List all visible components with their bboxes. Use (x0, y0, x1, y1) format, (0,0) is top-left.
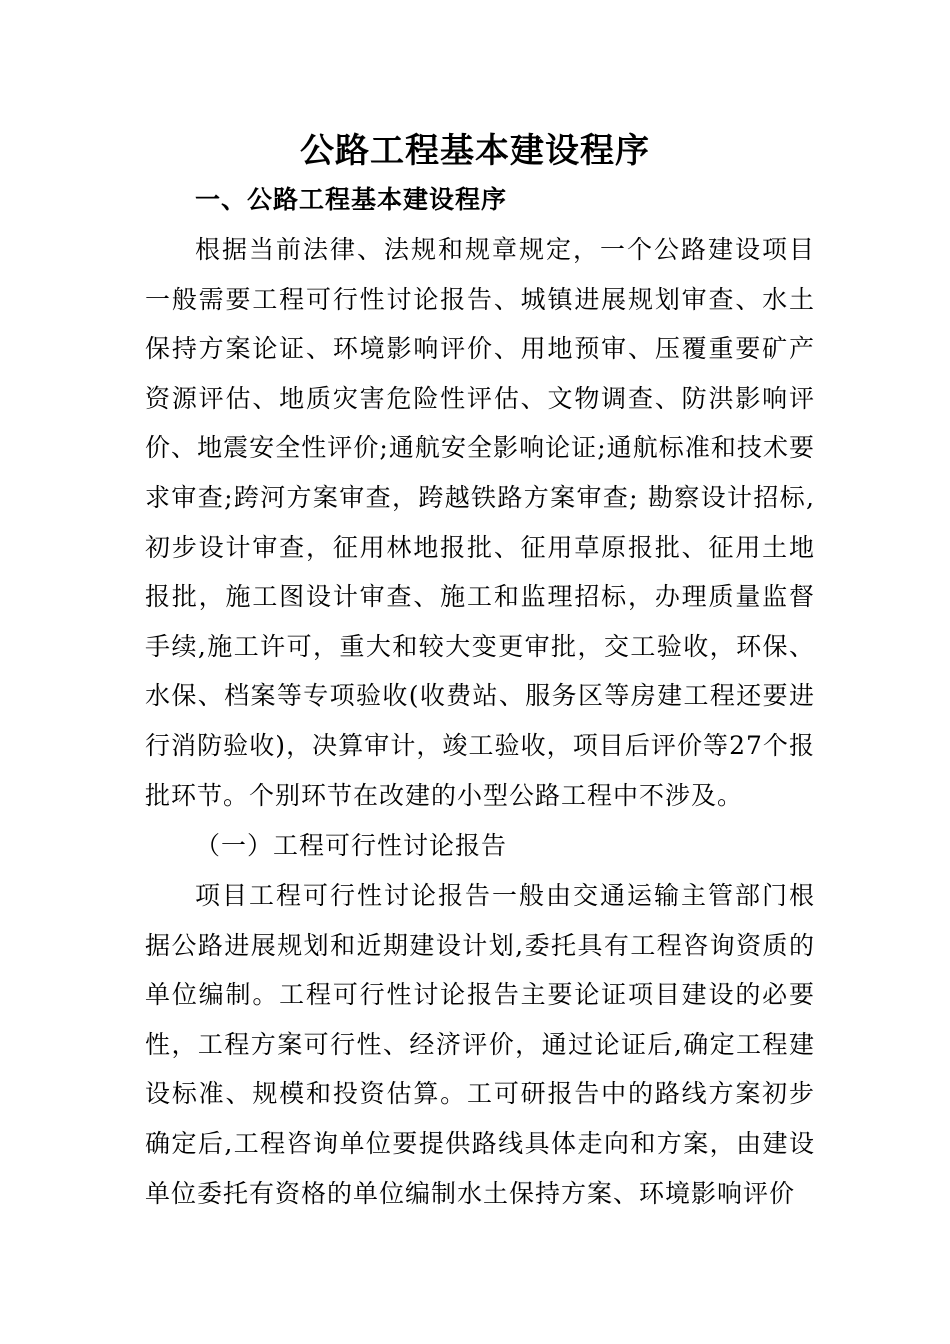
subheading-feasibility-report: （一）工程可行性讨论报告 (195, 831, 508, 860)
section-heading: 一、公路工程基本建设程序 (195, 185, 508, 214)
paragraph-approval-steps: 根据当前法律、法规和规章规定，一个公路建设项目一般需要工程可行性讨论报告、城镇进展规划审查、水土保持方案论证、环境影响评价、用地预审、压覆重要矿产资源评估、地质灾害危险性评估、文物调查、防洪影响评价、地震安全性评价;通航安全影响论证;通航标准和技术要求审查;跨河方案审查，跨越铁路方案审查; 勘察设计招标,初步设计审查，征用林地报批、征用草原报批、征用土地报批，施工图设计审查、施工和监理招标，办理质量监督手续,施工许可，重大和较大变更审批，交工验收，环保、水保、档案等专项验收(收费站、服务区等房建工程还要进行消防验收)，决算审计，竣工验收，项目后评价等27个报批环节。个别环节在改建的小型公路工程中不涉及。 (145, 235, 815, 810)
paragraph-feasibility-report: 项目工程可行性讨论报告一般由交通运输主管部门根据公路进展规划和近期建设计划,委托具有工程咨询资质的单位编制。工程可行性讨论报告主要论证项目建设的必要性，工程方案可行性、经济评价，通过论证后,确定工程建设标准、规模和投资估算。工可研报告中的路线方案初步确定后,工程咨询单位要提供路线具体走向和方案，由建设单位委托有资格的单位编制水土保持方案、环境影响评价 (145, 881, 815, 1208)
document-title: 公路工程基本建设程序 (300, 131, 650, 171)
